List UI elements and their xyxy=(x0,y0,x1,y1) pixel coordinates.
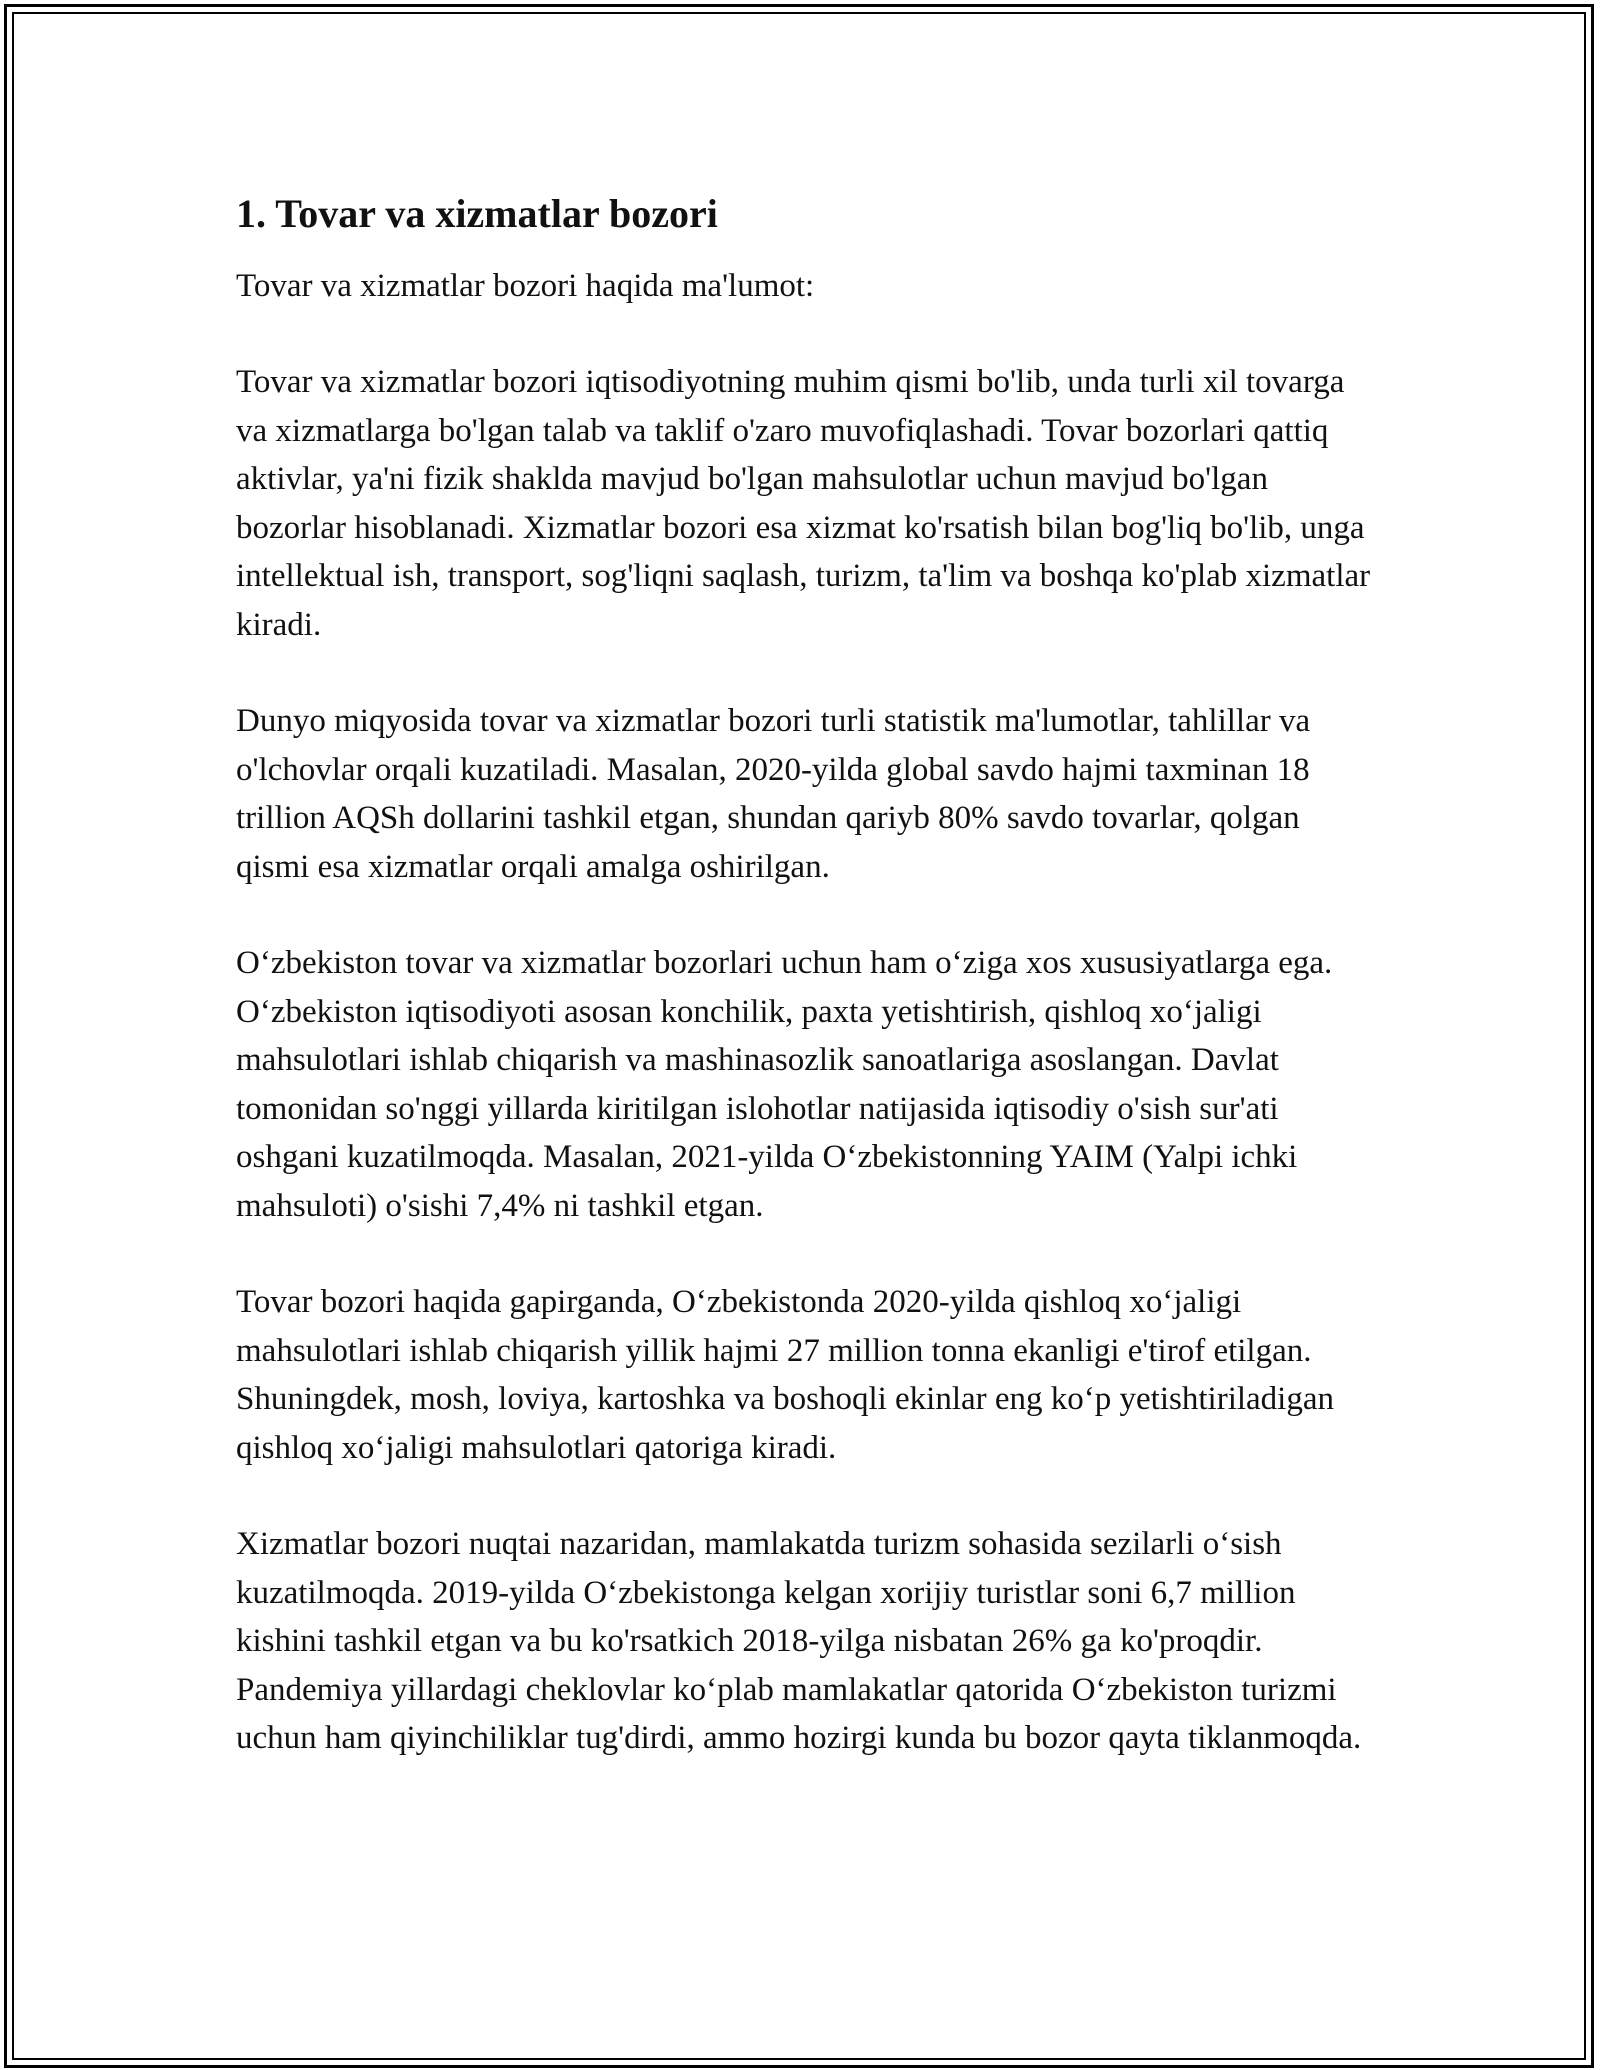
section-title: 1. Tovar va xizmatlar bozori xyxy=(236,191,718,236)
paragraph-market-overview: Tovar va xizmatlar bozori iqtisodiyotning muhim qismi bo'lib, unda turli xil tovarga va xizmatlarga bo'lgan talab va taklif o'zaro muvofiqlashadi. Tovar bozorlari qattiq aktivlar, ya'ni fizik shaklda mavjud bo'lgan mahsulotlar uchun mavjud bo'lgan bozorlar hisoblanadi. Xizmatlar bozori esa xizmat ko'rsatish bilan bog'liq bo'lib, unga intellektual ish, transport, sog'liqni saqlash, turizm, ta'lim va boshqa ko'plab xizmatlar kiradi. xyxy=(236,364,1371,643)
document-body xyxy=(236,190,1376,1811)
paragraph-uzbekistan-economy: O‘zbekiston tovar va xizmatlar bozorlari uchun ham o‘ziga xos xususiyatlarga ega. O‘zbekiston iqtisodiyoti asosan konchilik, paxta yetishtirish, qishloq xo‘jaligi mahsulotlari ishlab chiqarish va mashinasozlik sanoatlariga asoslangan. Davlat tomonidan so'nggi yillarda kiritilgan islohotlar natijasida iqtisodiy o'sish sur'ati oshgani kuzatilmoqda. Masalan, 2021-yilda O‘zbekistonning YAIM (Yalpi ichki mahsuloti) o'sishi 7,4% ni tashkil etgan. xyxy=(236,945,1333,1224)
paragraph-services-market: Xizmatlar bozori nuqtai nazaridan, mamlakatda turizm sohasida sezilarli o‘sish kuzatilmoqda. 2019-yilda O‘zbekistonga kelgan xorijiy turistlar soni 6,7 million kishini tashkil etgan va bu ko'rsatkich 2018-yilga nisbatan 26% ga ko'proqdir. Pandemiya yillardagi cheklovlar ko‘plab mamlakatlar qatorida O‘zbekiston turizmi uchun ham qiyinchiliklar tug'dirdi, ammo hozirgi kunda bu bozor qayta tiklanmoqda. xyxy=(236,1526,1362,1756)
paragraph-global-trade: Dunyo miqyosida tovar va xizmatlar bozori turli statistik ma'lumotlar, tahlillar va o'lchovlar orqali kuzatiladi. Masalan, 2020-yilda global savdo hajmi taxminan 18 trillion AQSh dollarini tashkil etgan, shundan qariyb 80% savdo tovarlar, qolgan qismi esa xizmatlar orqali amalga oshirilgan. xyxy=(236,703,1311,885)
intro-line: Tovar va xizmatlar bozori haqida ma'lumot: xyxy=(236,268,815,304)
paragraph-goods-market: Tovar bozori haqida gapirganda, O‘zbekistonda 2020-yilda qishloq xo‘jaligi mahsulotlari ishlab chiqarish yillik hajmi 27 million tonna ekanligi e'tirof etilgan. Shuningdek, mosh, loviya, kartoshka va boshoqli ekinlar eng ko‘p yetishtiriladigan qishloq xo‘jaligi mahsulotlari qatoriga kiradi. xyxy=(236,1284,1334,1466)
